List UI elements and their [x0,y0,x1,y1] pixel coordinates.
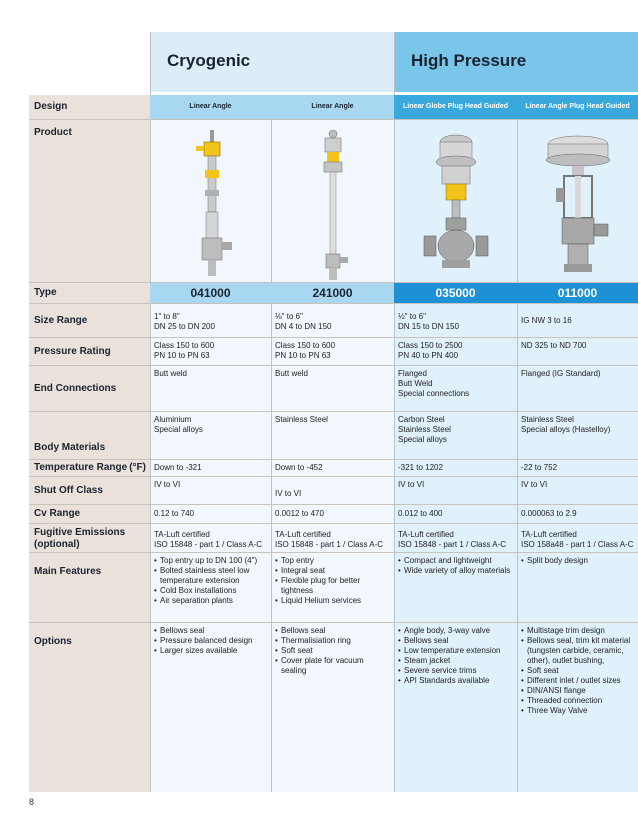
cell-line: PN 40 to PN 400 [398,351,459,360]
temp-col4: -22 to 752 [517,460,638,477]
pressure-col4 [517,338,638,366]
fugitive-col1 [150,524,271,553]
cell-line: ISO 15848 - part 1 / Class A-C [154,540,263,549]
materials-col1 [150,412,271,460]
list-item: • DIN/ANSI flange [521,686,634,696]
list-item: • Larger sizes available [154,646,267,656]
temp-label: Temperature Range [34,462,128,473]
list-item: • API Standards available [398,676,513,686]
product-col3 [394,120,517,283]
cell-line: Special alloys [398,435,447,444]
cell-line: ISO 158a48 - part 1 / Class A-C [521,540,634,549]
cv-col2: 0.0012 to 470 [271,505,394,524]
cell-line: DN 15 to DN 150 [398,322,459,331]
materials-col3 [394,412,517,460]
features-col4 [517,553,638,623]
options-col1 [150,623,271,792]
cell-line: Special connections [398,389,470,398]
size-col1 [150,304,271,338]
bullet-list [521,626,634,716]
list-item: • Thermalisiation ring [275,636,390,646]
cell-line: Special alloys (Hastelloy) [521,425,611,434]
cell-line: TA-Luft certified [521,530,577,539]
list-item: • Multistage trim design [521,626,634,636]
row-label-shutoff: Shut Off Class [29,477,150,505]
size-col3 [394,304,517,338]
cell-line: Stainless Steel [275,415,328,424]
globe-valve-yellow-icon [422,132,490,278]
cell-line: Stainless Steel [521,415,574,424]
materials-col2 [271,412,394,460]
list-item: • Cover plate for vacuum sealing [275,656,390,676]
list-item: • Cold Box installations [154,586,267,596]
list-item: • Different inlet / outlet sizes [521,676,634,686]
row-label-type: Type [29,283,150,304]
bullet-list [154,626,267,656]
product-col4 [517,120,638,283]
page-number: 8 [29,797,35,807]
cell-line: Aluminium [154,415,192,424]
row-label-connections: End Connections [29,366,150,412]
shutoff-col4: IV to VI [517,477,638,505]
angle-valve-yellow-icon [190,130,235,278]
product-col1 [150,120,271,283]
list-item: • Wide variety of alloy materials [398,566,513,576]
row-label-options: Options [29,623,150,792]
pressure-col3 [394,338,517,366]
cell-line: ⅛" to 6" [275,312,303,321]
bullet-list [154,556,267,606]
type-col2: 241000 [271,283,394,304]
cell-line: Class 150 to 600 [154,341,215,350]
cell-line: Butt Weld [398,379,433,388]
bullet-list [275,626,390,676]
list-item: • Angle body, 3-way valve [398,626,513,636]
options-col4 [517,623,638,792]
cell-line: 1" to 8" [154,312,180,321]
list-item: • Split body design [521,556,634,566]
cell-line: TA-Luft certified [275,530,331,539]
fugitive-optional: (optional) [34,539,80,550]
pressure-col2 [271,338,394,366]
list-item: • Bellows seal [154,626,267,636]
fugitive-col3 [394,524,517,553]
row-label-pressure: Pressure Rating [29,338,150,366]
list-item: • Flexible plug for better tightness [275,576,390,596]
cell-line: IG NW 3 to 16 [521,315,572,325]
fugitive-label: Fugitive Emissions [34,527,126,538]
cell-line: Butt weld [275,369,308,378]
cell-line: Class 150 to 600 [275,341,336,350]
connections-col2 [271,366,394,412]
list-item: • Top entry up to DN 100 (4") [154,556,267,566]
size-col2 [271,304,394,338]
list-item: • Bellows seal, trim kit material (tungsten carbide, ceramic, other), outlet bushing, [521,636,634,666]
list-item: • Severe service trims [398,666,513,676]
cell-line: Flanged (IG Standard) [521,369,601,378]
shutoff-col1: IV to VI [150,477,271,505]
cell-line: TA-Luft certified [154,530,210,539]
row-label-product: Product [29,120,150,283]
bullet-list [275,556,390,606]
list-item: • Bellows seal [275,626,390,636]
cell-line: Stainless Steel [398,425,451,434]
cell-line: PN 10 to PN 63 [154,351,210,360]
cell-line: ½" to 6" [398,312,426,321]
cell-line: DN 25 to DN 200 [154,322,215,331]
cv-col4: 0.000063 to 2.9 [517,505,638,524]
cell-line: Carbon Steel [398,415,445,424]
connections-col3 [394,366,517,412]
design-col1: Linear Angle [150,95,271,120]
product-col2 [271,120,394,283]
cv-col3: 0.012 to 400 [394,505,517,524]
row-label-design: Design [29,95,150,120]
type-col4: 011000 [517,283,638,304]
design-col2: Linear Angle [271,95,394,120]
cell-line: ND 325 to ND 700 [521,341,587,350]
row-label-materials: Body Materials [29,412,150,460]
list-item: • Threaded connection [521,696,634,706]
pressure-col1 [150,338,271,366]
list-item: • Liquid Helium services [275,596,390,606]
connections-col4 [517,366,638,412]
design-col3: Linear Globe Plug Head Guided [394,95,517,120]
list-item: • Soft seat [275,646,390,656]
size-col4 [517,304,638,338]
cell-line: ISO 15848 - part 1 / Class A-C [398,540,507,549]
list-item: • Integral seat [275,566,390,576]
high-pressure-title: High Pressure [411,51,527,70]
cv-col1: 0.12 to 740 [150,505,271,524]
features-col2 [271,553,394,623]
fugitive-col2 [271,524,394,553]
shutoff-col3: IV to VI [394,477,517,505]
temp-unit: (°F) [129,462,146,473]
list-item: • Low temperature extension [398,646,513,656]
type-col3: 035000 [394,283,517,304]
cryogenic-title: Cryogenic [167,51,251,70]
cell-line: PN 10 to PN 63 [275,351,331,360]
cell-line: Class 150 to 2500 [398,341,463,350]
cell-line: DN 4 to DN 150 [275,322,332,331]
bullet-list [398,556,513,576]
pneumatic-angle-valve-icon [542,132,614,280]
list-item: • Top entry [275,556,390,566]
bullet-list [521,556,634,566]
cell-line: Butt weld [154,369,187,378]
temp-col3: -321 to 1202 [394,460,517,477]
list-item: • Soft seat [521,666,634,676]
row-label-fugitive [29,524,150,553]
connections-col1 [150,366,271,412]
temp-col2: Down to -452 [271,460,394,477]
list-item: • Three Way Valve [521,706,634,716]
list-item: • Air separation plants [154,596,267,606]
options-col3 [394,623,517,792]
cell-line: ISO 15848 - part 1 / Class A-C [275,540,384,549]
features-col3 [394,553,517,623]
fugitive-col4 [517,524,638,553]
row-label-features: Main Features [29,553,150,623]
row-label-temp [29,460,150,477]
cell-line: Flanged [398,369,427,378]
bullet-list [398,626,513,686]
shutoff-col2: IV to VI [271,477,394,505]
features-col1 [150,553,271,623]
list-item: • Pressure balanced design [154,636,267,646]
list-item: • Compact and lightweight [398,556,513,566]
row-label-size: Size Range [29,304,150,338]
materials-col4 [517,412,638,460]
long-stem-angle-valve-icon [316,130,350,280]
temp-col1: Down to -321 [150,460,271,477]
options-col2 [271,623,394,792]
cell-line: Special alloys [154,425,203,434]
type-col1: 041000 [150,283,271,304]
design-col4: Linear Angle Plug Head Guided [517,95,638,120]
list-item: • Bolted stainless steel low temperature extension [154,566,267,586]
cell-line: TA-Luft certified [398,530,454,539]
row-label-cv: Cv Range [29,505,150,524]
list-item: • Bellows seal [398,636,513,646]
list-item: • Steam jacket [398,656,513,666]
